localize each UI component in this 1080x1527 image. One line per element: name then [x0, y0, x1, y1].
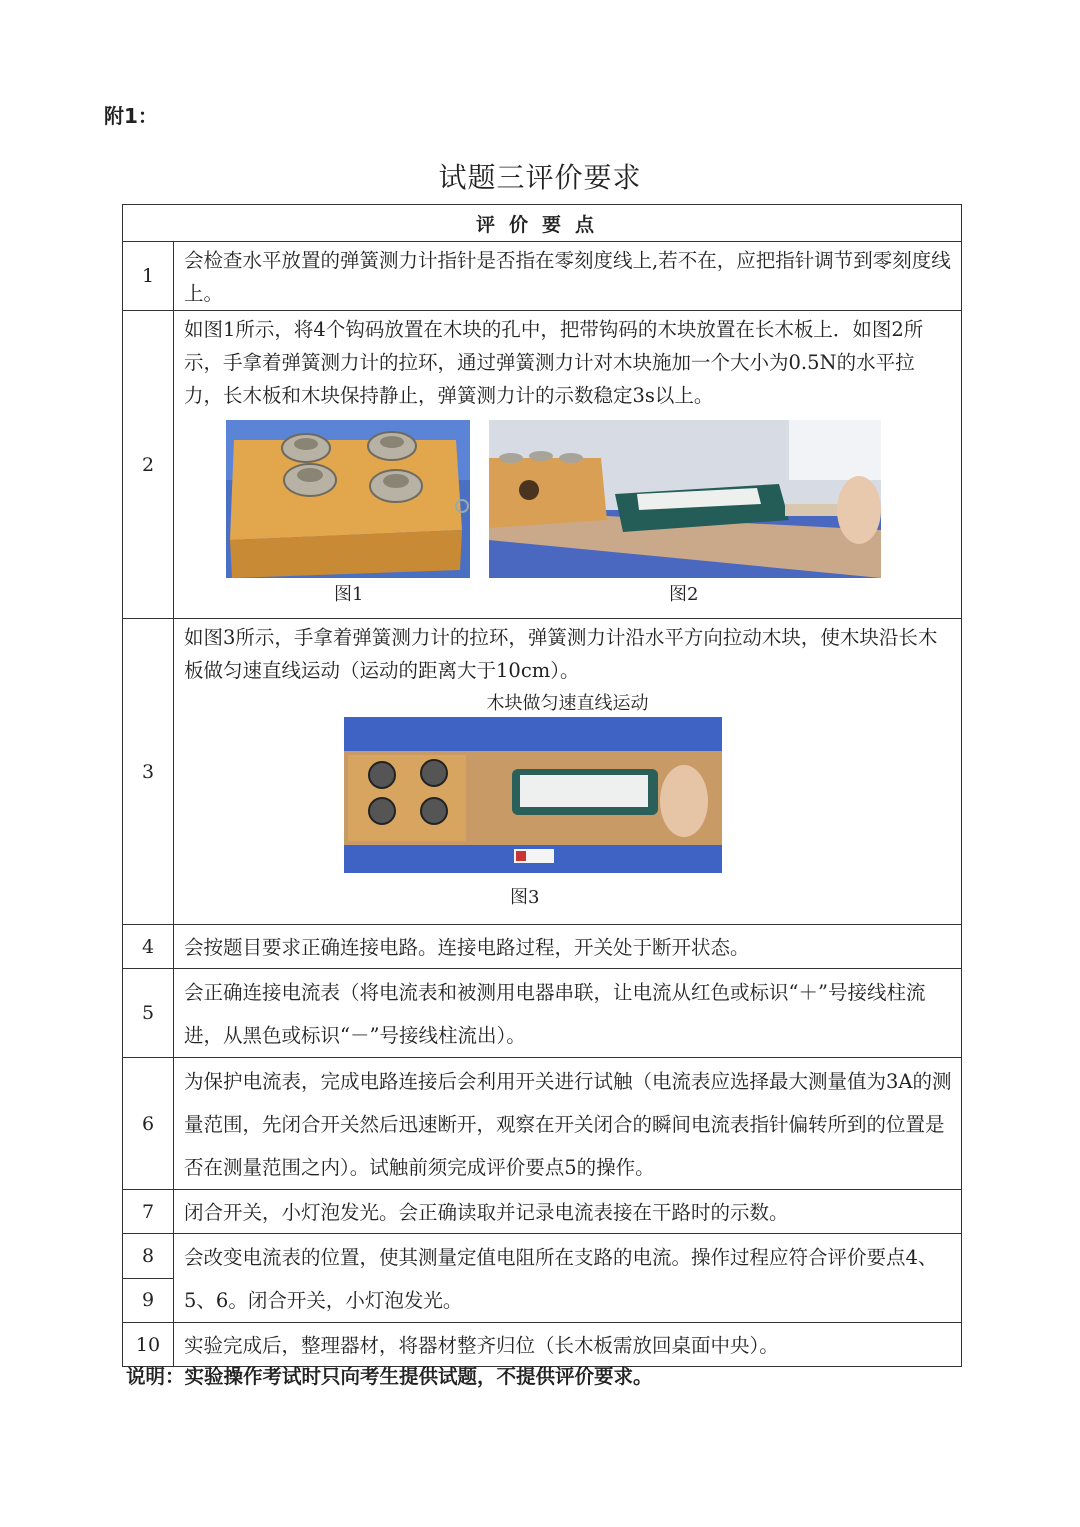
appendix-label: 附1： — [104, 104, 158, 128]
note: 说明：实验操作考试时只向考生提供试题，不提供评价要求。 — [126, 1365, 653, 1388]
table-row — [123, 311, 962, 619]
row-number: 1 — [123, 242, 174, 311]
figure-1-caption: 图1 — [334, 584, 364, 605]
table-header-row — [123, 205, 962, 242]
row-number: 9 — [123, 1278, 174, 1323]
figure-1-photo — [226, 420, 470, 578]
figure-3-photo — [344, 717, 722, 873]
row-text-cell — [174, 619, 962, 925]
row-number: 2 — [123, 311, 174, 619]
page-title: 试题三评价要求 — [438, 161, 642, 194]
table-row — [123, 1190, 962, 1234]
row-number: 7 — [123, 1190, 174, 1234]
row-number: 6 — [123, 1058, 174, 1190]
figure-2-photo — [489, 420, 881, 578]
row-text: 会改变电流表的位置，使其测量定值电阻所在支路的电流。操作过程应符合评价要点4、5、6。闭合开关，小灯泡发光。 — [184, 1246, 938, 1312]
row-text-cell — [174, 1323, 962, 1367]
row-text: 如图1所示，将4个钩码放置在木块的孔中，把带钩码的木块放置在长木板上．如图2所示，手拿着弹簧测力计的拉环，通过弹簧测力计对木块施加一个大小为0.5N的水平拉力，长木板和木块保持静止，弹簧测力计的示数稳定3s以上。 — [184, 318, 924, 407]
row-text: 会正确连接电流表（将电流表和被测用电器串联，让电流从红色或标识“＋”号接线柱流进，从黑色或标识“－”号接线柱流出）。 — [184, 981, 926, 1047]
figure-3-caption: 图3 — [510, 887, 540, 908]
row-text-cell — [174, 242, 962, 311]
row-number: 3 — [123, 619, 174, 925]
row-text: 会检查水平放置的弹簧测力计指针是否指在零刻度线上,若不在，应把指针调节到零刻度线上。 — [184, 249, 951, 305]
table-row — [123, 925, 962, 969]
table-row — [123, 1058, 962, 1190]
table-row — [123, 1323, 962, 1367]
table-header: 评价要点 — [123, 205, 962, 242]
table-row — [123, 969, 962, 1058]
evaluation-table — [122, 204, 962, 1367]
figure-3-title: 木块做匀速直线运动 — [486, 693, 649, 714]
row-text: 为保护电流表，完成电路连接后会利用开关进行试触（电流表应选择最大测量值为3A的测量范围，先闭合开关然后迅速断开，观察在开关闭合的瞬间电流表指针偏转所到的位置是否在测量范围之内）。试触前须完成评价要点5的操作。 — [184, 1070, 952, 1179]
row-number: 10 — [123, 1323, 174, 1367]
table-row — [123, 619, 962, 925]
row-number: 5 — [123, 969, 174, 1058]
row-text-cell — [174, 1234, 962, 1323]
figure-3-area — [174, 717, 961, 917]
row-text-cell — [174, 1058, 962, 1190]
row-text: 会按题目要求正确连接电路。连接电路过程，开关处于断开状态。 — [184, 936, 750, 959]
row-text: 闭合开关，小灯泡发光。会正确读取并记录电流表接在干路时的示数。 — [184, 1201, 789, 1224]
row-number: 4 — [123, 925, 174, 969]
row-text: 如图3所示，手拿着弹簧测力计的拉环，弹簧测力计沿水平方向拉动木块，使木块沿长木板做匀速直线运动（运动的距离大于10cm）。 — [184, 626, 938, 682]
row-text: 实验完成后，整理器材，将器材整齐归位（长木板需放回桌面中央）。 — [184, 1334, 779, 1357]
table-row — [123, 1234, 962, 1279]
row-text-cell — [174, 1190, 962, 1234]
figure-2-caption: 图2 — [669, 584, 699, 605]
row-text-cell — [174, 969, 962, 1058]
row-text-cell — [174, 311, 962, 619]
row-number: 8 — [123, 1234, 174, 1279]
figure-1-2-area — [174, 412, 961, 617]
table-row — [123, 242, 962, 311]
row-text-cell — [174, 925, 962, 969]
